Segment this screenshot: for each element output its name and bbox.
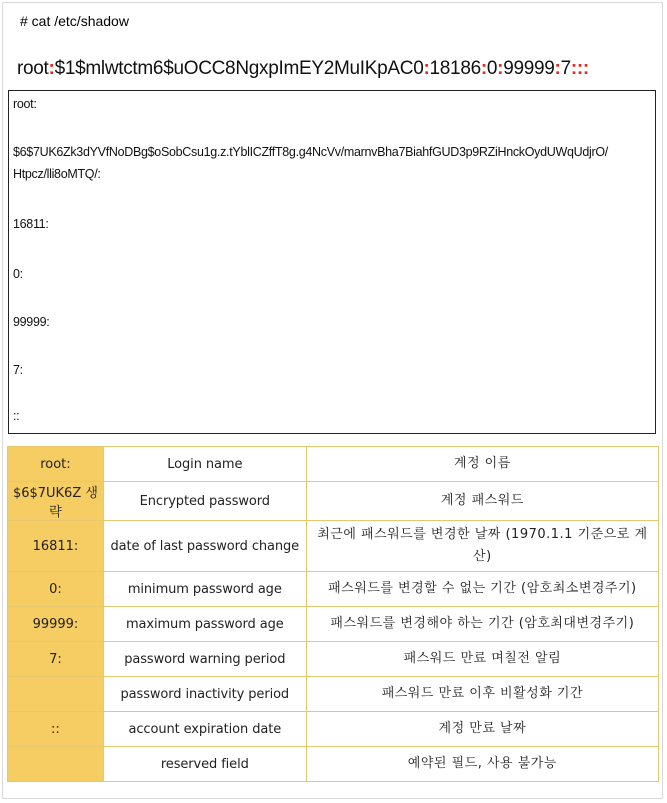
table-row [8, 642, 659, 677]
field-name-cell: password inactivity period [103, 677, 306, 712]
shadow-field: 0 [486, 58, 498, 79]
field-desc-text: 패스워드를 변경할 수 없는 기간 (암호최소변경주기) [328, 581, 637, 596]
field-value-cell: 99999: [8, 607, 104, 642]
field-desc-text: 패스워드 만료 이후 비활성화 기간 [381, 686, 584, 701]
example-login: root: [13, 97, 37, 111]
field-desc-cell [306, 747, 658, 782]
field-desc-cell [306, 642, 658, 677]
field-name-cell: reserved field [103, 747, 306, 782]
field-desc-text: 계정 만료 날짜 [438, 721, 527, 736]
field-separator: ::: [570, 58, 589, 79]
field-name-cell: password warning period [103, 642, 306, 677]
shadow-field: 99999 [503, 58, 555, 79]
field-separator: : [497, 58, 504, 79]
command-text: # cat /etc/shadow [20, 13, 129, 29]
example-min-age: 0: [13, 267, 23, 281]
field-name-cell: Login name [103, 447, 306, 482]
field-value-cell: root: [8, 447, 104, 482]
field-value-cell: 7: [8, 642, 104, 677]
field-value-cell: 0: [8, 572, 104, 607]
field-desc-cell [306, 572, 658, 607]
field-value-cell: 16811: [8, 521, 104, 572]
field-desc-cell [306, 607, 658, 642]
table-row [8, 521, 659, 572]
field-separator: : [423, 58, 430, 79]
example-entry-box [8, 90, 656, 434]
shadow-field: root [17, 58, 49, 79]
example-warning: 7: [13, 363, 23, 377]
example-password-hash: $6$7UK6Zk3dYVfNoDBg$oSobCsu1g.z.tYblICZffT8g.g4NcVv/marnvBha7BiahfGUD3p9RZiHnckOydUWqUdjrO/ [13, 145, 608, 159]
shadow-fields-table [7, 446, 659, 782]
field-desc-cell [306, 447, 658, 482]
field-value-cell [8, 677, 104, 712]
example-max-age: 99999: [13, 315, 50, 329]
field-separator: : [48, 58, 55, 79]
table-row [8, 447, 659, 482]
shadow-field: 18186 [429, 58, 481, 79]
field-desc-text: 패스워드를 변경해야 하는 기간 (암호최대변경주기) [330, 616, 635, 631]
field-separator: : [480, 58, 487, 79]
example-last-change: 16811: [13, 217, 49, 231]
field-name-cell: minimum password age [103, 572, 306, 607]
field-desc-cell [306, 521, 658, 572]
shadow-entry-line [17, 58, 589, 80]
field-desc-cell [306, 677, 658, 712]
example-password-hash-cont: Htpcz/lli8oMTQ/: [13, 167, 101, 181]
table-row [8, 572, 659, 607]
field-name-cell: Encrypted password [103, 482, 306, 521]
table-row [8, 607, 659, 642]
field-desc-text: 계정 이름 [453, 456, 511, 471]
table-row [8, 482, 659, 521]
field-name-cell: date of last password change [103, 521, 306, 572]
field-desc-cell [306, 712, 658, 747]
field-value-cell [8, 747, 104, 782]
table-row [8, 712, 659, 747]
field-desc-text: 예약된 필드, 사용 불가능 [407, 756, 557, 771]
field-desc-cell [306, 482, 658, 521]
field-desc-text: 계정 패스워드 [440, 493, 524, 508]
field-value-cell: $6$7UK6Z 생략 [8, 482, 104, 521]
field-desc-text: 패스워드 만료 며칠전 알림 [403, 651, 562, 666]
field-name-cell: maximum password age [103, 607, 306, 642]
shadow-field: 7 [560, 58, 571, 79]
field-value-cell: :: [8, 712, 104, 747]
field-desc-text: 최근에 패스워드를 변경한 날짜 (1970.1.1 기준으로 계산) [317, 527, 648, 564]
example-rest: :: [13, 409, 20, 423]
table-row [8, 677, 659, 712]
field-name-cell: account expiration date [103, 712, 306, 747]
shadow-field: $1$mlwtctm6$uOCC8NgxpImEY2MuIKpAC0 [54, 58, 424, 79]
field-separator: : [554, 58, 561, 79]
table-row [8, 747, 659, 782]
